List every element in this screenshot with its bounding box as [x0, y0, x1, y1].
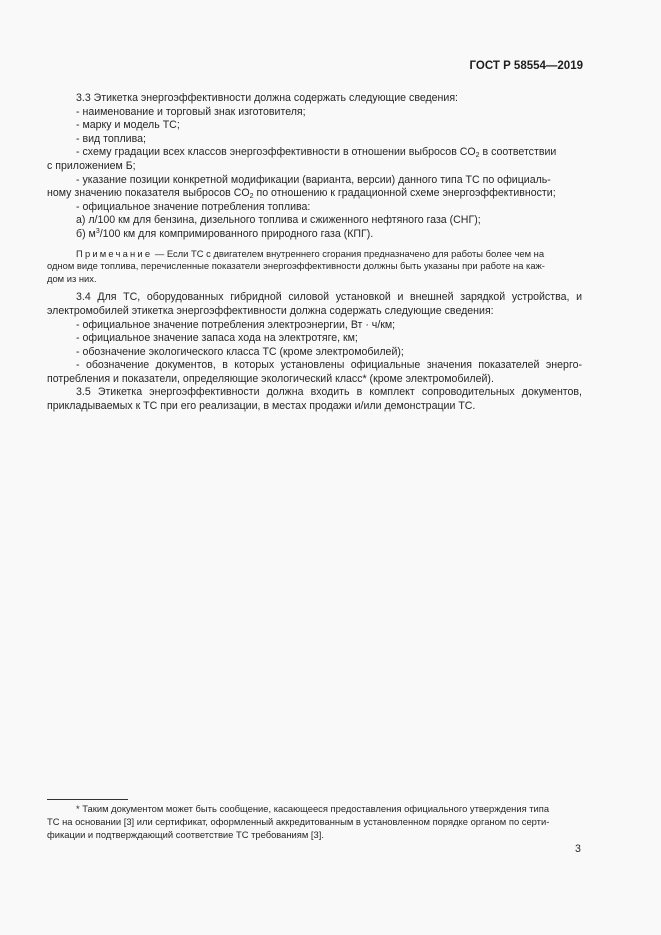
- document-header: ГОСТ Р 58554—2019: [469, 60, 583, 72]
- section-3-3: [47, 92, 582, 242]
- section-3-5-line: прикладываемых к ТС при его реализации, в местах продажи и/или демонстрации ТС.: [47, 400, 476, 413]
- list-item: - официальное значение потребления электроэнергии, Вт · ч/км;: [76, 318, 396, 331]
- note-label: Примечание: [76, 247, 153, 259]
- list-item-continuation: потребления и показатели, определяющие экологический класс* (кроме электромобилей).: [47, 372, 494, 385]
- section-3-4-line: 3.4 Для ТС, оборудованных гибридной силовой установкой и внешней зарядкой устройства, и: [76, 291, 582, 304]
- text-span: по отношению к градационной схеме энергоэффективности;: [253, 187, 556, 200]
- section-3-4-line: электромобилей этикетка энергоэффективности должна содержать следующие сведения:: [47, 304, 494, 317]
- note-line: дом из них.: [47, 272, 97, 284]
- document-body: [47, 92, 582, 414]
- text-span: /100 км для компримированного природного газа (КПГ).: [99, 227, 374, 240]
- list-item: - наименование и торговый знак изготовителя;: [76, 105, 306, 118]
- text-span: ному значению показателя выбросов CO: [47, 187, 250, 200]
- note-line: одном виде топлива, перечисленные показатели энергоэффективности должны быть указаны при работе на каж-: [47, 260, 545, 272]
- sub-list-item: а) л/100 км для бензина, дизельного топлива и сжиженного нефтяного газа (СНГ);: [76, 214, 481, 227]
- text-span: б) м: [76, 227, 96, 240]
- footnote-line: ТС на основании [3] или сертификат, оформленный аккредитованным в установленном порядке органом по серти-: [47, 816, 550, 827]
- list-item: - обозначение экологического класса ТС (кроме электромобилей);: [76, 345, 404, 358]
- text-span: — Если ТС с двигателем внутреннего сгорания предназначено для работы более чем на: [152, 247, 545, 259]
- page-number: 3: [575, 843, 581, 855]
- list-item: - вид топлива;: [76, 132, 146, 145]
- section-3-5-line: 3.5 Этикетка энергоэффективности должна входить в комплект сопроводительных документов,: [76, 386, 582, 399]
- section-3-3-intro: 3.3 Этикетка энергоэффективности должна содержать следующие сведения:: [76, 92, 459, 104]
- footnote-line: фикации и подтверждающий соответствие ТС требованиям [3].: [47, 829, 324, 840]
- subscript: 2: [475, 152, 480, 160]
- text-span: в соответствии: [479, 146, 557, 159]
- sub-list-item: [47, 228, 582, 242]
- list-item: - официальное значение запаса хода на электротяге, км;: [76, 332, 358, 345]
- text-span: - схему градации всех классов энергоэффективности в отношении выбросов CO: [76, 146, 476, 159]
- list-item: - указание позиции конкретной модификации (варианта, версии) данного типа ТС по официаль-: [76, 173, 551, 186]
- footnote-divider: [47, 799, 128, 800]
- note-line: [47, 248, 582, 261]
- list-item: [47, 146, 582, 160]
- footnote-line: * Таким документом может быть сообщение, касающееся предоставления официального утверждения типа: [76, 803, 550, 814]
- list-item: - обозначение документов, в которых установлены официальные значения показателей энерго-: [76, 359, 582, 372]
- list-item-continuation: [47, 187, 582, 201]
- list-item: - официальное значение потребления топлива:: [76, 200, 311, 213]
- footnote: [47, 802, 582, 841]
- subscript: 2: [249, 193, 254, 201]
- note-block: [47, 248, 582, 286]
- section-3-5: [47, 386, 582, 413]
- list-item-continuation: с приложением Б;: [47, 159, 136, 172]
- superscript: 3: [95, 227, 100, 235]
- section-3-4: [47, 291, 582, 386]
- list-item: - марку и модель ТС;: [76, 119, 180, 132]
